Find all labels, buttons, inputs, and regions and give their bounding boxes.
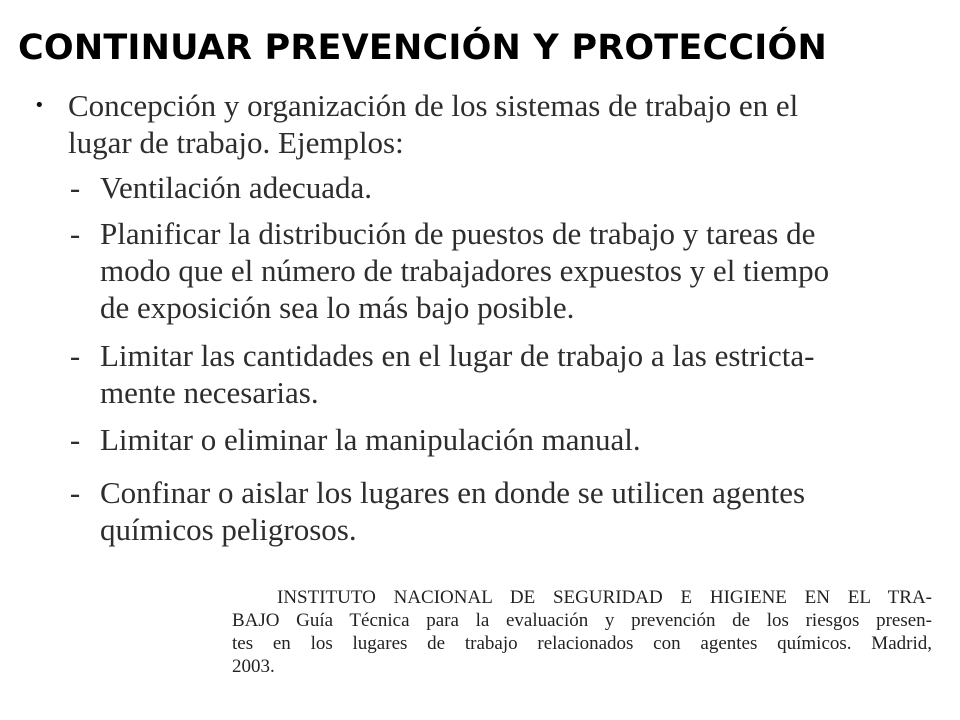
sub-item-ventilation [66,169,926,206]
sub-item-line: Limitar las cantidades en el lugar de trabajo a las estricta- [100,338,815,373]
sub-item-line: Ventilación adecuada. [100,170,372,205]
dash-icon: - [69,216,81,251]
sub-item-quantities [66,337,926,411]
sub-item-text [100,169,926,206]
sub-item-line: modo que el número de trabajadores expuestos y el tiempo [100,253,830,288]
sub-item-line: Planificar la distribución de puestos de trabajo y tareas de [100,216,816,251]
main-bullet [34,87,924,161]
sub-item-planning [66,215,926,326]
sub-item-text [100,421,926,458]
slide-title: CONTINUAR PREVENCIÓN Y PROTECCIÓN [18,28,827,68]
sub-item-line: de exposición sea lo más bajo posible. [100,290,575,325]
sub-item-text [100,215,926,326]
citation [232,586,932,678]
sub-item-confine [66,474,926,548]
citation-line: INSTITUTO NACIONAL DE SEGURIDAD E HIGIENE EN EL TRA- [277,587,932,608]
sub-item-line: químicos peligrosos. [100,512,357,547]
dash-icon: - [69,422,81,457]
main-bullet-text [68,87,920,161]
main-bullet-line: lugar de trabajo. Ejemplos: [68,125,404,160]
sub-item-text [100,474,926,548]
citation-line: 2003. [232,656,275,677]
sub-item-line: Confinar o aislar los lugares en donde se utilicen agentes [100,475,806,510]
dash-icon: - [69,338,81,373]
sub-item-line: Limitar o eliminar la manipulación manual. [100,422,641,457]
dash-icon: - [69,475,81,510]
citation-line: tes en los lugares de trabajo relacionados con agentes químicos. Madrid, [232,633,932,654]
citation-line: BAJO Guía Técnica para la evaluación y prevención de los riesgos presen- [232,610,932,631]
bullet-icon: • [34,95,45,116]
sub-item-manual-handling [66,421,926,458]
main-bullet-line: Concepción y organización de los sistemas de trabajo en el [68,88,799,123]
sub-item-text [100,337,926,411]
sub-item-line: mente necesarias. [100,375,319,410]
dash-icon: - [69,170,81,205]
